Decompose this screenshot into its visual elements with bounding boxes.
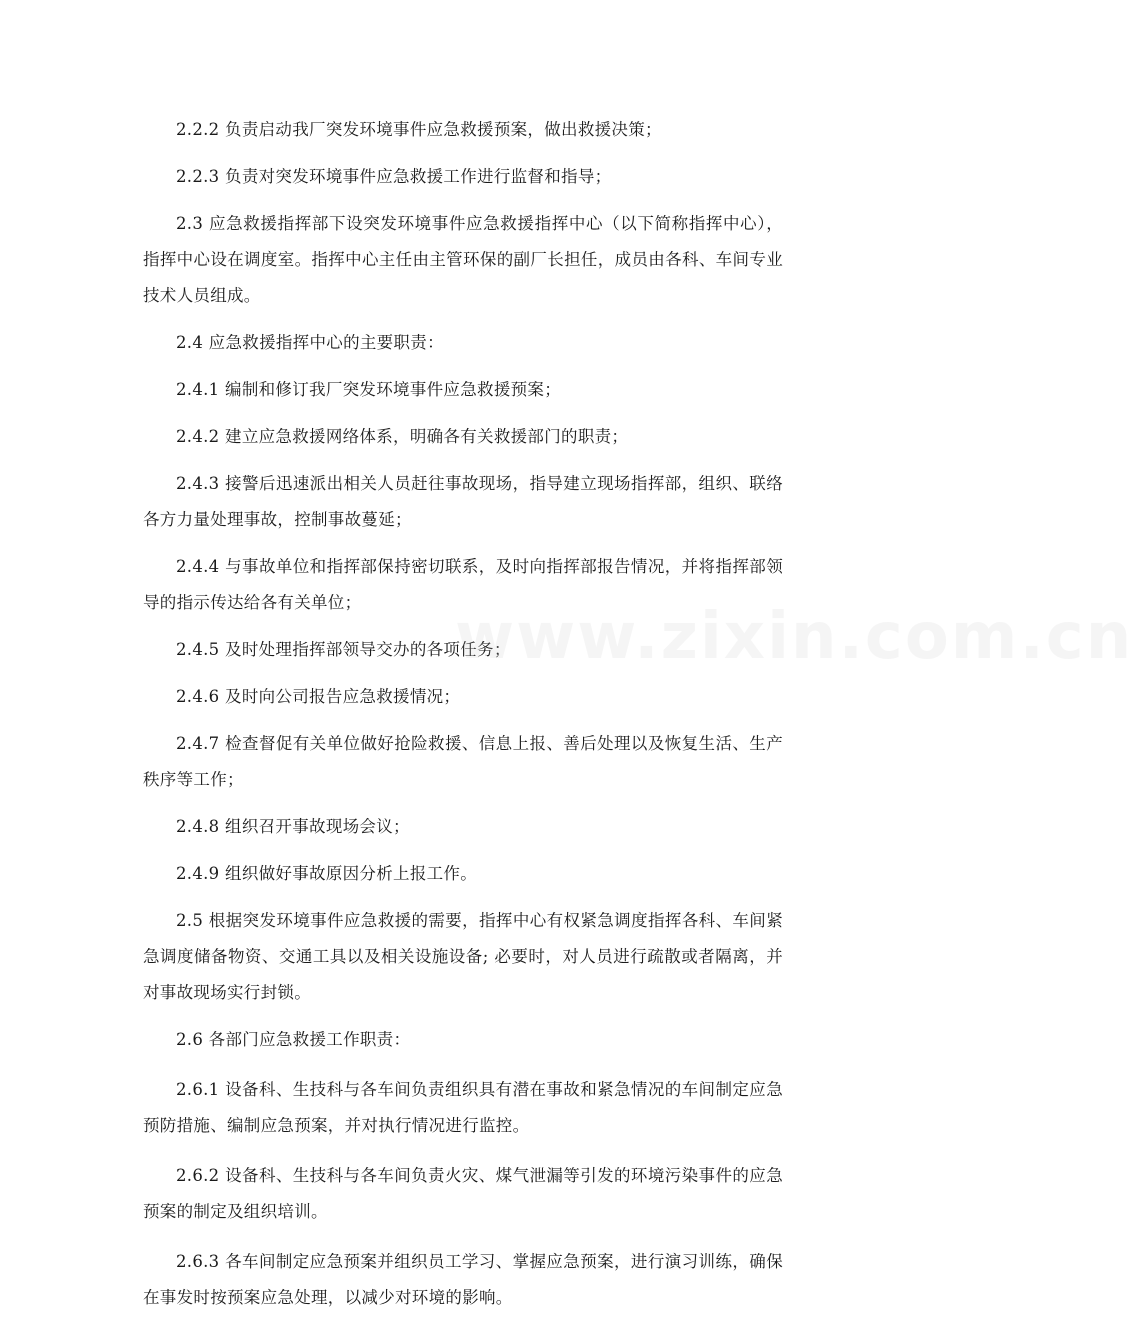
paragraph-2-6-2: 2.6.2 设备科、生技科与各车间负责火灾、煤气泄漏等引发的环境污染事件的应急预案的制定及组织培训。	[143, 1166, 783, 1221]
paragraph-2-4-4: 2.4.4 与事故单位和指挥部保持密切联系，及时向指挥部报告情况，并将指挥部领导的指示传达给各有关单位；	[143, 557, 783, 612]
paragraph-2-4-6: 2.4.6 及时向公司报告应急救援情况；	[176, 687, 461, 706]
paragraph-2-4-9: 2.4.9 组织做好事故原因分析上报工作。	[176, 864, 478, 883]
watermark: www.zixin.com.cn	[455, 600, 1133, 674]
document-body	[143, 112, 783, 1327]
paragraph-2-4-2: 2.4.2 建立应急救援网络体系，明确各有关救援部门的职责；	[176, 427, 629, 446]
paragraph-2-5: 2.5 根据突发环境事件应急救援的需要，指挥中心有权紧急调度指挥各科、车间紧急调度储备物资、交通工具以及相关设施设备; 必要时，对人员进行疏散或者隔离，并对事故现场实行封锁。	[143, 911, 783, 1002]
paragraph-2-4-8: 2.4.8 组织召开事故现场会议；	[176, 817, 410, 836]
paragraph-2-6-1: 2.6.1 设备科、生技科与各车间负责组织具有潜在事故和紧急情况的车间制定应急预防措施、编制应急预案，并对执行情况进行监控。	[143, 1080, 783, 1135]
paragraph-2-4-1: 2.4.1 编制和修订我厂突发环境事件应急救援预案；	[176, 380, 562, 399]
paragraph-2-4-5: 2.4.5 及时处理指挥部领导交办的各项任务；	[176, 640, 511, 659]
paragraph-2-4: 2.4 应急救援指挥中心的主要职责：	[176, 333, 444, 352]
paragraph-2-6: 2.6 各部门应急救援工作职责：	[176, 1030, 411, 1049]
paragraph-2-6-3: 2.6.3 各车间制定应急预案并组织员工学习、掌握应急预案，进行演习训练，确保在事发时按预案应急处理，以减少对环境的影响。	[143, 1252, 783, 1307]
paragraph-2-4-7: 2.4.7 检查督促有关单位做好抢险救援、信息上报、善后处理以及恢复生活、生产秩序等工作；	[143, 734, 783, 789]
paragraph-2-2-3: 2.2.3 负责对突发环境事件应急救援工作进行监督和指导；	[176, 167, 612, 186]
paragraph-2-4-3: 2.4.3 接警后迅速派出相关人员赶往事故现场，指导建立现场指挥部，组织、联络各方力量处理事故，控制事故蔓延；	[143, 474, 783, 529]
paragraph-2-3: 2.3 应急救援指挥部下设突发环境事件应急救援指挥中心（以下简称指挥中心），指挥中心设在调度室。指挥中心主任由主管环保的副厂长担任，成员由各科、车间专业技术人员组成。	[143, 214, 783, 305]
paragraph-2-2-2: 2.2.2 负责启动我厂突发环境事件应急救援预案，做出救援决策；	[176, 120, 662, 139]
